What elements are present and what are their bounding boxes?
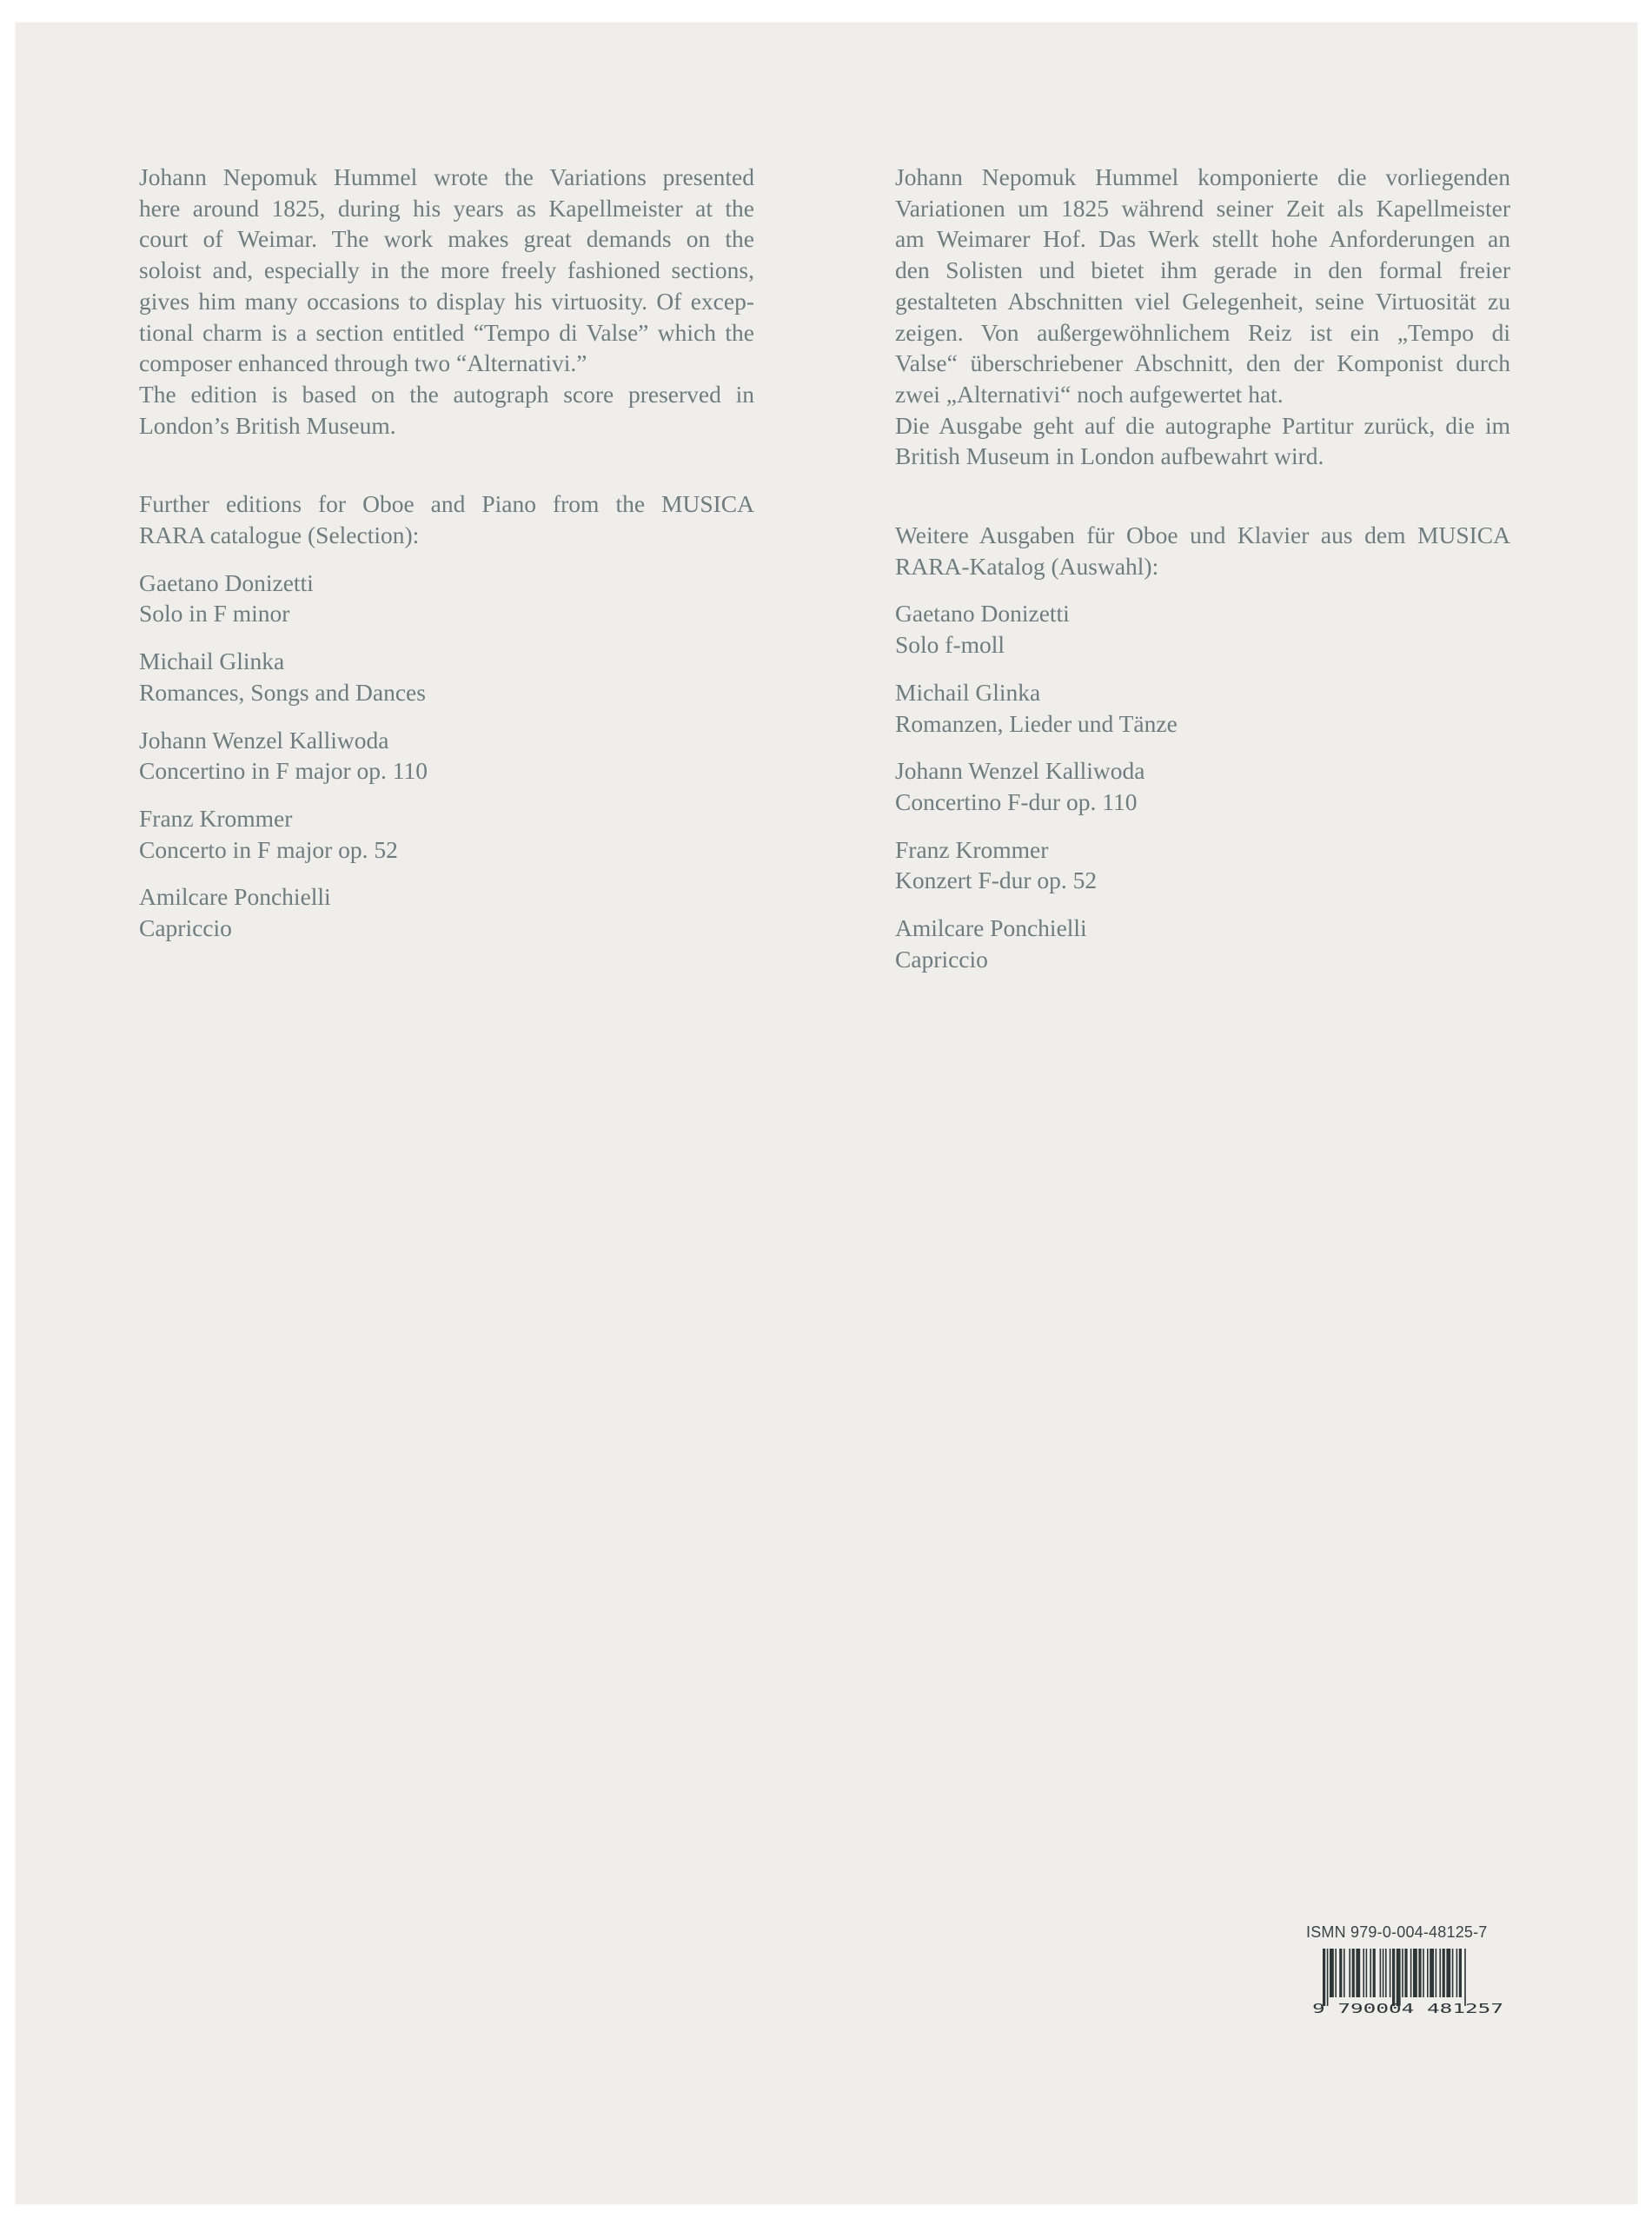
- catalogue-entry: [139, 725, 754, 787]
- catalogue-entry: [895, 677, 1510, 739]
- text-line: court of Weimar. The work makes great demands on the: [139, 225, 754, 253]
- catalogue-entry: [895, 598, 1510, 660]
- catalogue-entry: [895, 755, 1510, 817]
- barcode-bar: [1423, 1949, 1424, 1997]
- work-title: Romanzen, Lieder und Tänze: [895, 709, 1178, 737]
- text-line: tional charm is a section entitled “Tempo di Valse” which the: [139, 318, 754, 346]
- barcode-bar: [1323, 1949, 1325, 2006]
- work-title: Concerto in F major op. 52: [139, 835, 398, 863]
- barcode-bar: [1402, 1949, 1403, 1997]
- english-source-paragraph: [139, 379, 754, 441]
- text-line: zeigen. Von außergewöhnlichem Reiz ist ein „Tempo di: [895, 318, 1510, 346]
- barcode-bar: [1385, 1949, 1387, 1997]
- barcode-bar: [1452, 1949, 1454, 1997]
- work-title: Solo f-moll: [895, 631, 1005, 659]
- barcode-bar: [1343, 1949, 1345, 1997]
- barcode-bar: [1436, 1949, 1437, 1997]
- german-source-paragraph: [895, 410, 1510, 472]
- composer-name: Amilcare Ponchielli: [895, 914, 1087, 942]
- work-title: Capriccio: [139, 914, 232, 942]
- german-catalogue-heading: [895, 520, 1510, 581]
- text-line: Johann Nepomuk Hummel komponierte die vorliegenden: [895, 163, 1510, 190]
- back-cover-page: [16, 23, 1637, 2204]
- text-line: The edition is based on the autograph score preserved in: [139, 380, 754, 408]
- composer-name: Michail Glinka: [139, 648, 285, 675]
- text-line: RARA catalogue (Selection):: [139, 521, 420, 549]
- barcode-bar: [1366, 1949, 1368, 1997]
- composer-name: Amilcare Ponchielli: [139, 883, 331, 911]
- english-column: [139, 162, 754, 944]
- catalogue-entry: [139, 881, 754, 943]
- ismn-number: ISMN 979-0-004-48125-7: [1306, 1923, 1488, 1941]
- text-line: here around 1825, during his years as Kapellmeister at the: [139, 194, 754, 222]
- composer-name: Gaetano Donizetti: [895, 600, 1070, 628]
- german-column: [895, 162, 1510, 974]
- text-line: soloist and, especially in the more freely fashioned sections,: [139, 256, 754, 284]
- catalogue-entry: [139, 646, 754, 707]
- work-title: Concertino in F major op. 110: [139, 757, 428, 785]
- barcode-bar: [1390, 1949, 1391, 1997]
- text-line: RARA-Katalog (Auswahl):: [895, 552, 1159, 580]
- barcode: [1310, 1947, 1507, 2016]
- composer-name: Johann Wenzel Kalliwoda: [895, 757, 1145, 785]
- barcode-bar: [1464, 1949, 1466, 2006]
- barcode-bar: [1404, 1949, 1407, 1997]
- barcode-digits: 9 790004 481257: [1312, 2001, 1503, 2016]
- barcode-bar: [1456, 1949, 1458, 1997]
- barcode-bar: [1352, 1949, 1355, 1997]
- composer-name: Franz Krommer: [139, 804, 293, 832]
- barcode-bar: [1392, 1949, 1395, 2006]
- barcode-bar: [1397, 1949, 1401, 2006]
- barcode-bar: [1330, 1949, 1334, 1997]
- english-catalogue-heading: [139, 488, 754, 550]
- composer-name: Gaetano Donizetti: [139, 568, 314, 596]
- text-line: Variationen um 1825 während seiner Zeit als Kapellmeister: [895, 194, 1510, 222]
- text-line: London’s British Museum.: [139, 411, 396, 439]
- text-line: Die Ausgabe geht auf die autographe Partitur zurück, die im: [895, 411, 1510, 439]
- work-title: Concertino F-dur op. 110: [895, 787, 1138, 815]
- text-line: Further editions for Oboe and Piano from the MUSICA: [139, 490, 754, 518]
- barcode-bar: [1335, 1949, 1337, 1997]
- barcode-bar: [1383, 1949, 1384, 1997]
- barcode-bar: [1459, 1949, 1462, 1997]
- composer-name: Michail Glinka: [895, 678, 1041, 706]
- work-title: Solo in F minor: [139, 600, 290, 628]
- work-title: Konzert F-dur op. 52: [895, 867, 1098, 894]
- barcode-bar: [1410, 1949, 1412, 1997]
- barcode-bar: [1339, 1949, 1342, 1997]
- text-line: am Weimarer Hof. Das Werk stellt hohe Anforderungen an: [895, 225, 1510, 253]
- text-line: Johann Nepomuk Hummel wrote the Variations presented: [139, 163, 754, 190]
- barcode-bar: [1363, 1949, 1364, 1997]
- barcode-bar: [1427, 1949, 1429, 1997]
- barcode-bar: [1430, 1949, 1434, 1997]
- text-line: gestalteten Abschnitten viel Gelegenheit, seine Virtuosität zu: [895, 287, 1510, 315]
- catalogue-entry: [139, 568, 754, 629]
- barcode-bar: [1349, 1949, 1350, 1997]
- composer-name: Franz Krommer: [895, 835, 1049, 863]
- barcode-bar: [1439, 1949, 1441, 1997]
- text-line: composer enhanced through two “Alternativi.”: [139, 349, 587, 377]
- text-line: zwei „Alternativi“ noch aufgewertet hat.: [895, 380, 1284, 408]
- text-line: Weitere Ausgaben für Oboe und Klavier aus dem MUSICA: [895, 521, 1510, 549]
- work-title: Romances, Songs and Dances: [139, 678, 426, 706]
- barcode-bar: [1446, 1949, 1450, 1997]
- catalogue-entry: [895, 834, 1510, 896]
- barcode-bar: [1380, 1949, 1382, 1997]
- text-line: gives him many occasions to display his virtuosity. Of excep-: [139, 287, 754, 315]
- text-line: British Museum in London aufbewahrt wird.: [895, 442, 1324, 470]
- catalogue-entry: [139, 803, 754, 865]
- catalogue-entry: [895, 913, 1510, 974]
- barcode-bar: [1327, 1949, 1329, 2006]
- work-title: Capriccio: [895, 945, 988, 973]
- german-intro-paragraph: [895, 162, 1510, 410]
- english-intro-paragraph: [139, 162, 754, 379]
- barcode-bar: [1370, 1949, 1371, 1997]
- text-line: Valse“ überschriebener Abschnitt, den der Komponist durch: [895, 349, 1510, 377]
- text-line: den Solisten und bietet ihm gerade in den formal freier: [895, 256, 1510, 284]
- barcode-bar: [1373, 1949, 1376, 1997]
- composer-name: Johann Wenzel Kalliwoda: [139, 726, 389, 754]
- barcode-bar: [1443, 1949, 1445, 1997]
- barcode-bar: [1418, 1949, 1421, 1997]
- barcode-bar: [1413, 1949, 1417, 1997]
- barcode-bar: [1356, 1949, 1360, 1997]
